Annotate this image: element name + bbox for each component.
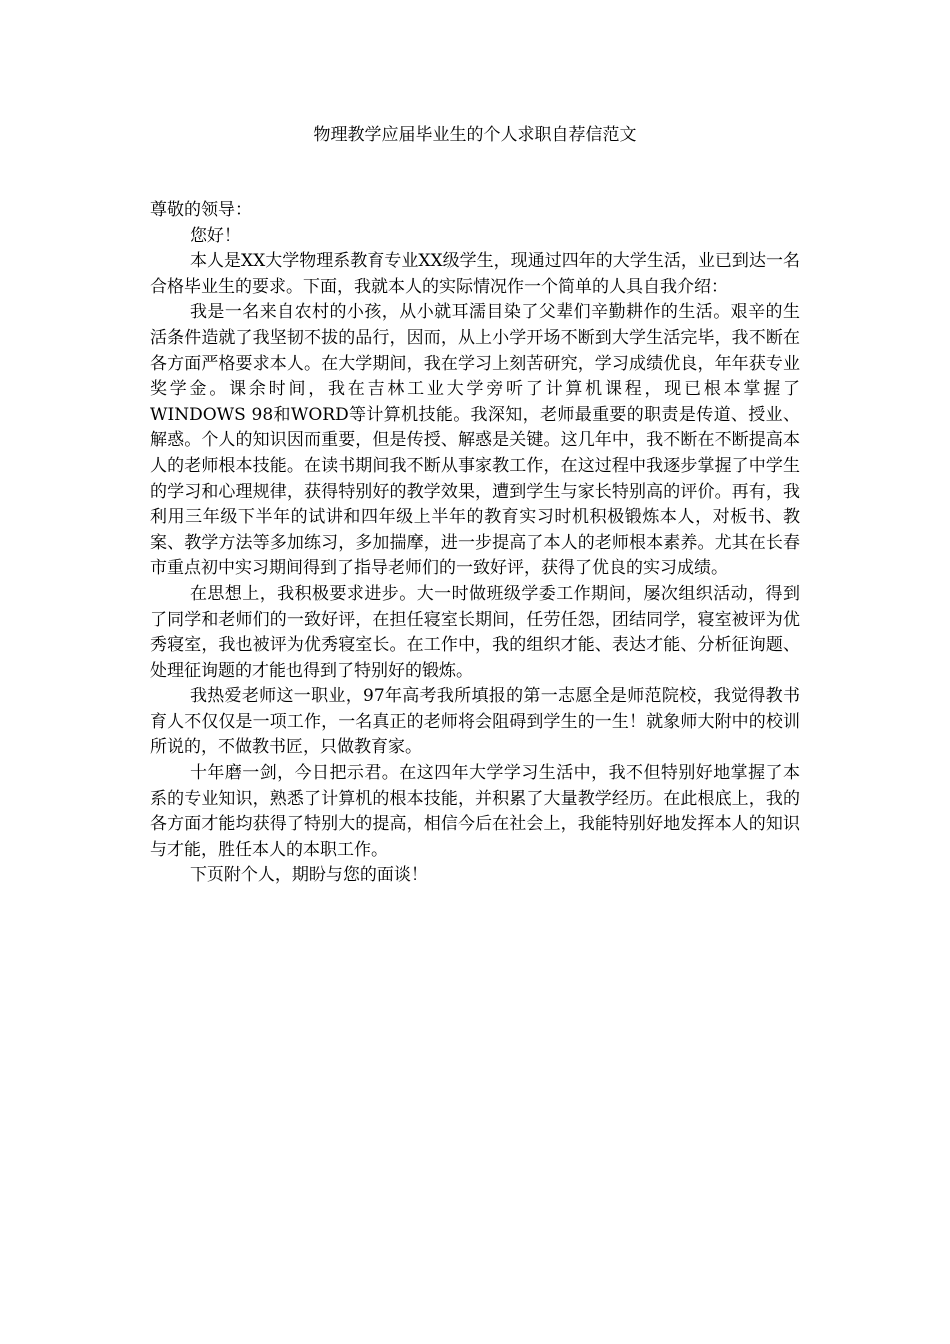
salutation: 尊敬的领导： xyxy=(150,200,252,220)
paragraph-intro: 本人是XX大学物理系教育专业XX级学生，现通过四年的大学生活，业已到达一名合格毕业生的要求。下面，我就本人的实际情况作一个简单的人具自我介绍： xyxy=(150,251,800,297)
greeting: 您好！ xyxy=(189,225,241,246)
paragraph-ideology: 在思想上，我积极要求进步。大一时做班级学委工作期间，屡次组织活动，得到了同学和老师们的一致好评，在担任寝室长期间，任劳任怨，团结同学，寝室被评为优秀寝室，我也被评为优秀寝室长。在工作中，我的组织才能、表达才能、分析征询题、处理征询题的才能也得到了特别好的锻炼。 xyxy=(150,583,800,681)
paragraph-closing: 下页附个人，期盼与您的面谈！ xyxy=(189,865,428,886)
letter-body xyxy=(150,198,800,889)
paragraph-summary: 十年磨一剑，今日把示君。在这四年大学学习生活中，我不但特别好地掌握了本系的专业知识，熟悉了计算机的根本技能，并积累了大量教学经历。在此根底上，我的各方面才能均获得了特别大的提高，相信今后在社会上，我能特别好地发挥本人的知识与才能，胜任本人的本职工作。 xyxy=(150,763,800,860)
page-title: 物理教学应届毕业生的个人求职自荐信范文 xyxy=(313,125,637,145)
paragraph-background: 我是一名来自农村的小孩，从小就耳濡目染了父辈们辛勤耕作的生活。艰辛的生活条件造就了我坚韧不拔的品行，因而，从上小学开场不断到大学生活完毕，我不断在各方面严格要求本人。在大学期间，我在学习上刻苦研究，学习成绩优良，年年获专业奖学金。课余时间，我在吉林工业大学旁听了计算机课程，现已根本掌握了WINDOWS 98和WORD等计算机技能。我深知，老师最重要的职责是传道、授业、解惑。个人的知识因而重要，但是传授、解惑是关键。这几年中，我不断在不断提高本人的老师根本技能。在读书期间我不断从事家教工作，在这过程中我逐步掌握了中学生的学习和心理规律，获得特别好的教学效果，遭到学生与家长特别高的评价。再有，我利用三年级下半年的试讲和四年级上半年的教育实习时机积极锻炼本人，对板书、教案、教学方法等多加练习，多加揣摩，进一步提高了本人的老师根本素养。尤其在长春市重点初中实习期间得到了指导老师们的一致好评，获得了优良的实习成绩。 xyxy=(150,302,800,579)
paragraph-passion: 我热爱老师这一职业，97年高考我所填报的第一志愿全是师范院校，我觉得教书育人不仅仅是一项工作，一名真正的老师将会阻碍到学生的一生！就象师大附中的校训所说的，不做教书匠，只做教育家。 xyxy=(150,686,800,758)
